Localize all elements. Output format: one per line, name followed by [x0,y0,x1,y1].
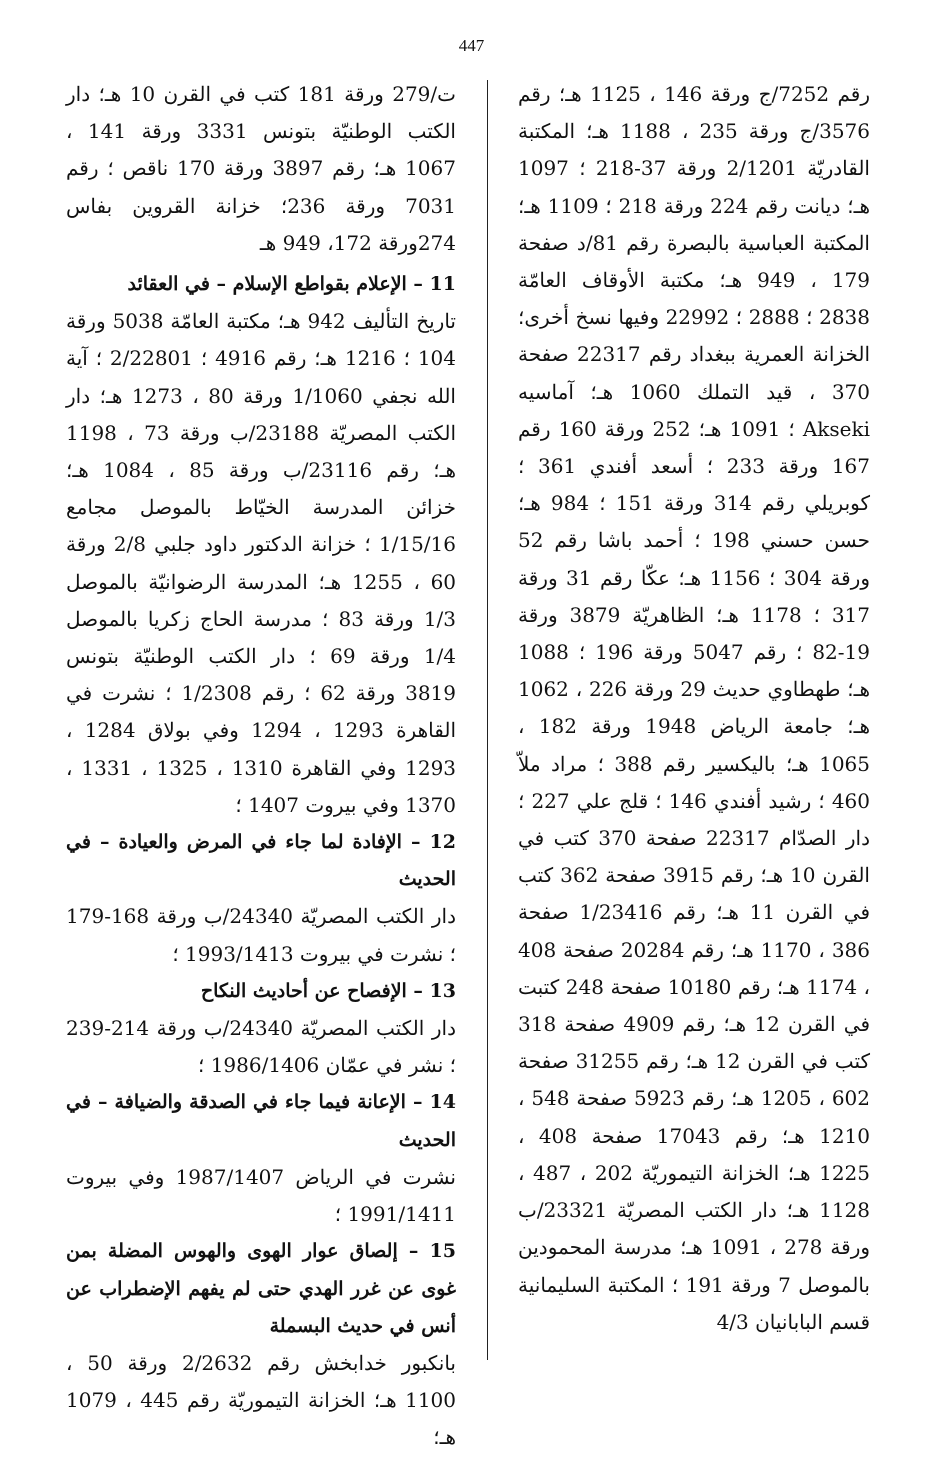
entry-body: تاريخ التأليف 942 هـ؛ مكتبة العامّة 5038 ورقة 104 ؛ 1216 هـ؛ رقم 4916 ؛ 2/22801 ؛ آية الله نجفي 1/1060 ورقة 80 ، 1273 هـ؛ دار الكتب المصريّة 23188/ب ورقة 73 ، 1198 هـ؛ رقم 23116/ب ورقة 85 ، 1084 هـ؛ خزائن المدرسة الخيّاط بالموصل مجامع 1/15/16 ؛ خزانة الدكتور داود جلبي 2/8 ورقة 60 ، 1255 هـ؛ المدرسة الرضوانيّة بالموصل 1/3 ورقة 83 ؛ مدرسة الحاج زكريا بالموصل 1/4 ورقة 69 ؛ دار الكتب الوطنيّة بتونس 3819 ورقة 62 ؛ رقم 1/2308 ؛ نشرت في القاهرة 1293 ، 1294 وفي بولاق 1284 ، 1293 وفي القاهرة 1310 ، 1325 ، 1331 ، 1370 وفي بيروت 1407 ؛ [66,309,457,817]
entry-heading: 12 – الإفادة لما جاء في المرض والعيادة – في الحديث [66,831,456,891]
entry-body: دار الكتب المصريّة 24340/ب ورقة 214-239 ؛ نشر في عمّان 1986/1406 ؛ [66,1016,456,1078]
entry-body: دار الكتب المصريّة 24340/ب ورقة 168-179 ؛ نشرت في بيروت 1993/1413 ؛ [66,904,456,966]
entry-heading: 13 – الإفصاح عن أحاديث النكاح [200,979,456,1002]
entry-heading: 11 – الإعلام بقواطع الإسلام – في العقائد [127,273,456,296]
page-number: 447 [458,36,485,55]
entry-heading: 15 – إلصاق عوار الهوى والهوس المضلة بمن غوى عن غرر الهدي حتى لم يفهم الإضطراب عن أنس في حديث البسملة [66,1240,456,1337]
left-column-intro: ت/279 ورقة 181 كتب في القرن 10 هـ؛ دار الكتب الوطنيّة بتونس 3331 ورقة 141 ، 1067 هـ؛ رقم 3897 ورقة 170 ناقص ؛ رقم 7031 ورقة 236؛ خزانة القروين بفاس 274ورقة 172، 949 هـ [66,82,456,255]
left-column [66,76,456,1457]
entry-body: نشرت في الرياض 1987/1407 وفي بيروت 1991/1411 ؛ [66,1164,456,1227]
column-divider [487,80,488,1360]
right-column-text: رقم 7252/ج ورقة 146 ، 1125 هـ؛ رقم 3576/ج ورقة 235 ، 1188 هـ؛ المكتبة القادريّة 2/1201 ورقة 37-218 ؛ 1097 هـ؛ ديانت رقم 224 ورقة 218 ؛ 1109 هـ؛ المكتبة العباسية بالبصرة رقم 81/د صفحة 179 ، 949 هـ؛ مكتبة الأوقاف العامّة 2838 ؛ 2888 ؛ 22992 وفيها نسخ أخرى؛ الخزانة العمرية ببغداد رقم 22317 صفحة 370 ، قيد التملك 1060 هـ؛ آماسيه Akseki ؛ 1091 هـ؛ 252 ورقة 160 رقم 167 ورقة 233 ؛ أسعد أفندي 361 ؛ كوبريلي رقم 314 ورقة 151 ؛ 984 هـ؛ حسن حسني 198 ؛ أحمد باشا رقم 52 ورقة 304 ؛ 1156 هـ؛ عكّا رقم 31 ورقة 317 ؛ 1178 هـ؛ الظاهريّة 3879 ورقة 19-82 ؛ رقم 5047 ورقة 196 ؛ 1088 هـ؛ طهطاوي حديث 29 ورقة 226 ، 1062 هـ؛ جامعة الرياض 1948 ورقة 182 ، 1065 هـ؛ باليكسير رقم 388 ؛ مراد ملاّ 460 ؛ رشيد أفندي 146 ؛ قلج علي 227 ؛ دار الصدّام 22317 صفحة 370 كتب في القرن 10 هـ؛ رقم 3915 صفحة 362 كتب في القرن 11 هـ؛ رقم 1/23416 صفحة 386 ، 1170 هـ؛ رقم 20284 صفحة 408 ، 1174 هـ؛ رقم 10180 صفحة 248 كتبت في القرن 12 هـ؛ رقم 4909 صفحة 318 كتب في القرن 12 هـ؛ رقم 31255 صفحة 602 ، 1205 هـ؛ رقم 5923 صفحة 548 ، 1210 هـ؛ رقم 17043 صفحة 408 ، 1225 هـ؛ الخزانة التيموريّة 202 ، 487 ، 1128 هـ؛ دار الكتب المصريّة 23321/ب ورقة 278 ، 1091 هـ؛ مدرسة المحمودين بالموصل 7 ورقة 191 ؛ المكتبة السليمانية قسم البابانيان 4/3 [518,82,871,1334]
entry-body: بانكبور خدابخش رقم 2/2632 ورقة 50 ، 1100 هـ؛ الخزانة التيموريّة رقم 445 ، 1079 هـ؛ [66,1350,457,1450]
right-column [518,76,870,1341]
entry-heading: 14 – الإعانة فيما جاء في الصدقة والضيافة – في الحديث [66,1091,456,1151]
